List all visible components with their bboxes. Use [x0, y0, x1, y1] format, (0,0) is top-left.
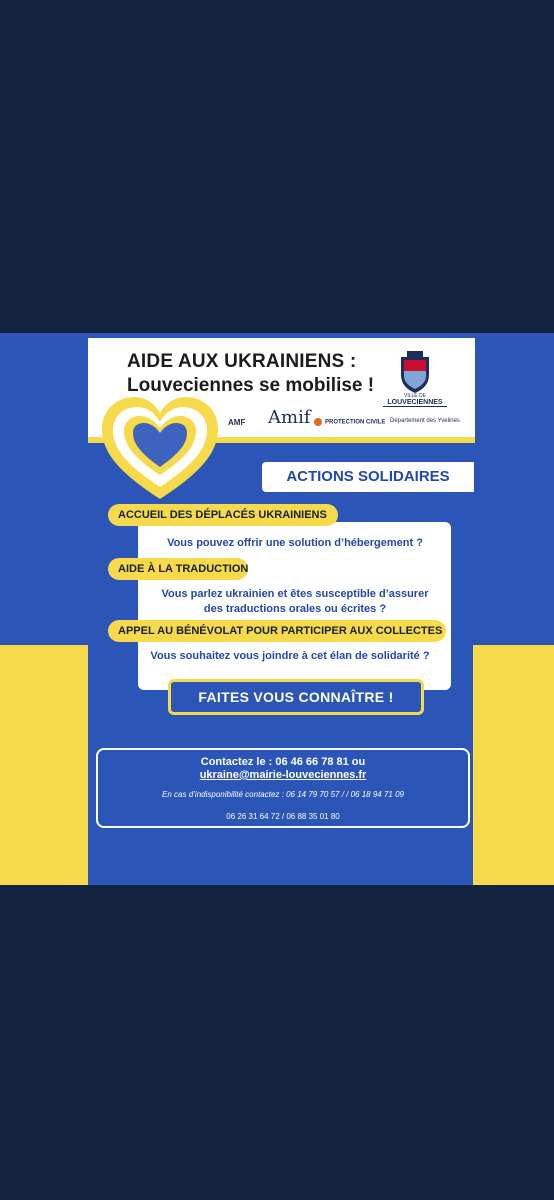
poster-subtitle: Louveciennes se mobilise !: [127, 375, 375, 396]
heart-icon: [100, 395, 220, 505]
yellow-band-left: [0, 645, 90, 885]
section-text-traduction: Vous parlez ukrainien et êtes susceptible d’assurer des traductions orales ou écrites ?: [161, 588, 429, 615]
departement-logo: Département des Yvelines: [390, 418, 460, 424]
poster-title: AIDE AUX UKRAINIENS :: [127, 351, 357, 372]
actions-title: ACTIONS SOLIDAIRES: [262, 462, 474, 492]
contact-numbers: 06 26 31 64 72 / 06 88 35 01 80: [226, 812, 340, 821]
town-crest-icon: [397, 351, 433, 395]
yellow-band-right: [464, 645, 554, 885]
protection-civile-logo: [314, 418, 385, 426]
ville-label: VILLE DE: [404, 393, 426, 399]
cta-banner: FAITES VOUS CONNAÎTRE !: [168, 679, 424, 715]
ville-name: LOUVECIENNES: [383, 399, 447, 407]
section-heading-traduction: AIDE À LA TRADUCTION: [108, 558, 248, 580]
section-text-accueil: Vous pouvez offrir une solution d’hébergement ?: [167, 537, 423, 549]
amif-logo: Amif: [268, 407, 311, 428]
protection-civile-icon: [314, 418, 322, 426]
section-heading-accueil: ACCUEIL DES DÉPLACÉS UKRAINIENS: [108, 504, 338, 526]
contact-phone-line: Contactez le : 06 46 66 78 81 ou: [200, 756, 366, 768]
protection-civile-label: PROTECTION CIVILE: [325, 419, 386, 426]
contact-box: [96, 748, 470, 828]
amf-logo: AMF: [228, 418, 246, 427]
contact-fallback: En cas d’indisponibilité contactez : 06 14 79 70 57 / / 06 18 94 71 09: [162, 790, 404, 799]
poster: [0, 333, 554, 885]
section-heading-benevolat: APPEL AU BÉNÉVOLAT POUR PARTICIPER AUX COLLECTES: [108, 620, 446, 642]
contact-email-link[interactable]: ukraine@mairie-louveciennes.fr: [199, 769, 367, 781]
section-text-benevolat: Vous souhaitez vous joindre à cet élan de solidarité ?: [150, 650, 430, 662]
